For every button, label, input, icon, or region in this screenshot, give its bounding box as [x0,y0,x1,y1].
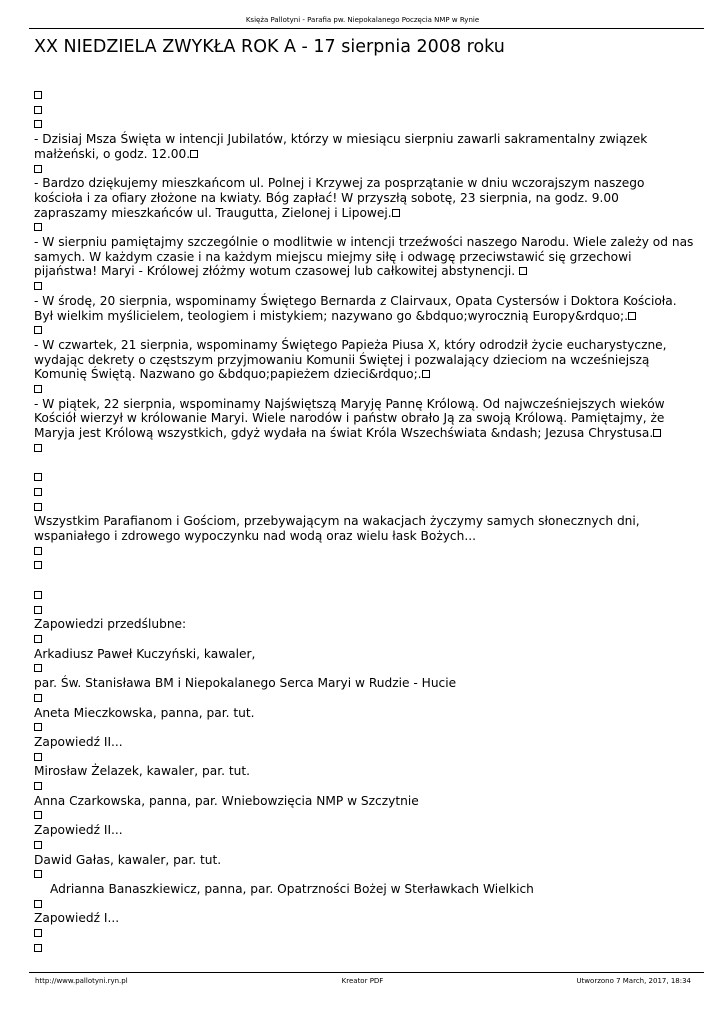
placeholder-box [34,606,42,614]
footer-created: Utworzono 7 March, 2017, 18:34 [576,977,691,985]
footer-generator: Kreator PDF [341,977,384,985]
banns-line: Arkadiusz Paweł Kuczyński, kawaler, [34,646,256,661]
placeholder-box [34,929,42,937]
placeholder-box [34,473,42,481]
page-header: Księża Pallotyni - Parafia pw. Niepokalanego Poczęcia NMP w Rynie [245,16,480,24]
announcement-2: - Bardzo dziękujemy mieszkańcom ul. Polnej i Krzywej za posprzątanie w dniu wczorajszym naszego kościoła i za ofiary złożone na kwiaty. Bóg zapłać! W przyszłą sobotę, 23 sierpnia, na godz. 9.00 zapraszamy mieszkańców ul. Traugutta, Zielonej i Lipowej. [34,176,645,220]
banns-heading: Zapowiedzi przedślubne: [34,617,187,632]
placeholder-box [34,385,42,393]
placeholder-box [34,900,42,908]
placeholder-box [34,841,42,849]
placeholder-box [34,811,42,819]
placeholder-box [34,444,42,452]
placeholder-box [34,165,42,173]
placeholder-box [34,120,42,128]
page-title: XX NIEDZIELA ZWYKŁA ROK A - 17 sierpnia 2008 roku [34,37,505,57]
banns-line: Anna Czarkowska, panna, par. Wniebowzięcia NMP w Szczytnie [34,793,419,808]
announcement-4: - W środę, 20 sierpnia, wspominamy Świętego Bernarda z Clairvaux, Opata Cystersów i Doktora Kościoła. Był wielkim myślicielem, teologiem i mistykiem; nazywano go &bdquo;wyrocznią Europy&rdquo;. [34,293,677,323]
placeholder-box [34,106,42,114]
document-body [34,88,694,955]
banns-line: Zapowiedź II... [34,823,123,838]
header-rule [29,28,704,29]
placeholder-box [34,694,42,702]
placeholder-box [392,209,400,217]
placeholder-box [34,664,42,672]
banns-line: Zapowiedź I... [34,911,120,926]
placeholder-box [34,723,42,731]
placeholder-box [422,370,430,378]
announcement-6: - W piątek, 22 sierpnia, wspominamy Najświętszą Maryję Pannę Królową. Od najwcześniejszych wieków Kościół wierzył w królowanie Maryi. Wiele narodów i państw obrało Ją za swoją Królową. Pamiętajmy, że Maryja jest Królową wszystkich, gdyż wydała na świat Króla Wszechświata &ndash; Jezusa Chrystusa. [34,396,665,441]
placeholder-box [34,782,42,790]
placeholder-box [34,870,42,878]
banns-line: Aneta Mieczkowska, panna, par. tut. [34,705,255,720]
placeholder-box [34,753,42,761]
banns-line: Adrianna Banaszkiewicz, panna, par. Opatrzności Bożej w Sterławkach Wielkich [50,881,534,896]
footer-url: http://www.pallotyni.ryn.pl [35,977,128,985]
placeholder-box [34,326,42,334]
placeholder-box [34,282,42,290]
banns-line: par. Św. Stanisława BM i Niepokalanego Serca Maryi w Rudzie - Hucie [34,676,457,691]
banns-line: Dawid Gałas, kawaler, par. tut. [34,852,222,867]
announcement-5: - W czwartek, 21 sierpnia, wspominamy Świętego Papieża Piusa X, który odrodził życie eucharystyczne, wydając dekrety o częstszym przyjmowaniu Komunii Świętej i pozwalający dzieciom na wcześniejszą Komunię Świętą. Nazwano go &bdquo;papieżem dzieci&rdquo;. [34,337,667,382]
placeholder-box [34,635,42,643]
placeholder-box [34,944,42,952]
placeholder-box [190,150,198,158]
banns-line: Mirosław Żelazek, kawaler, par. tut. [34,764,251,779]
placeholder-box [519,267,527,275]
wishes-text: Wszystkim Parafianom i Gościom, przebywającym na wakacjach życzymy samych słonecznych dni, wspaniałego i zdrowego wypoczynku nad wodą oraz wielu łask Bożych... [34,514,640,544]
placeholder-box [653,429,661,437]
placeholder-box [34,91,42,99]
placeholder-box [34,223,42,231]
banns-line: Zapowiedź II... [34,734,123,749]
placeholder-box [34,547,42,555]
announcement-3: - W sierpniu pamiętajmy szczególnie o modlitwie w intencji trzeźwości naszego Narodu. Wiele zależy od nas samych. W każdym czasie i na każdym miejscu miejmy siłę i odwagę przeciwstawić się grzechowi pijaństwa! Maryi - Królowej złóżmy wotum czasowej lub całkowitej abstynencji. [34,235,694,279]
placeholder-box [34,591,42,599]
footer-rule [29,972,704,973]
placeholder-box [34,561,42,569]
placeholder-box [34,488,42,496]
placeholder-box [34,503,42,511]
announcement-1: - Dzisiaj Msza Święta w intencji Jubilatów, którzy w miesiącu sierpniu zawarli sakramentalny związek małżeński, o godz. 12.00. [34,132,648,161]
placeholder-box [628,312,636,320]
